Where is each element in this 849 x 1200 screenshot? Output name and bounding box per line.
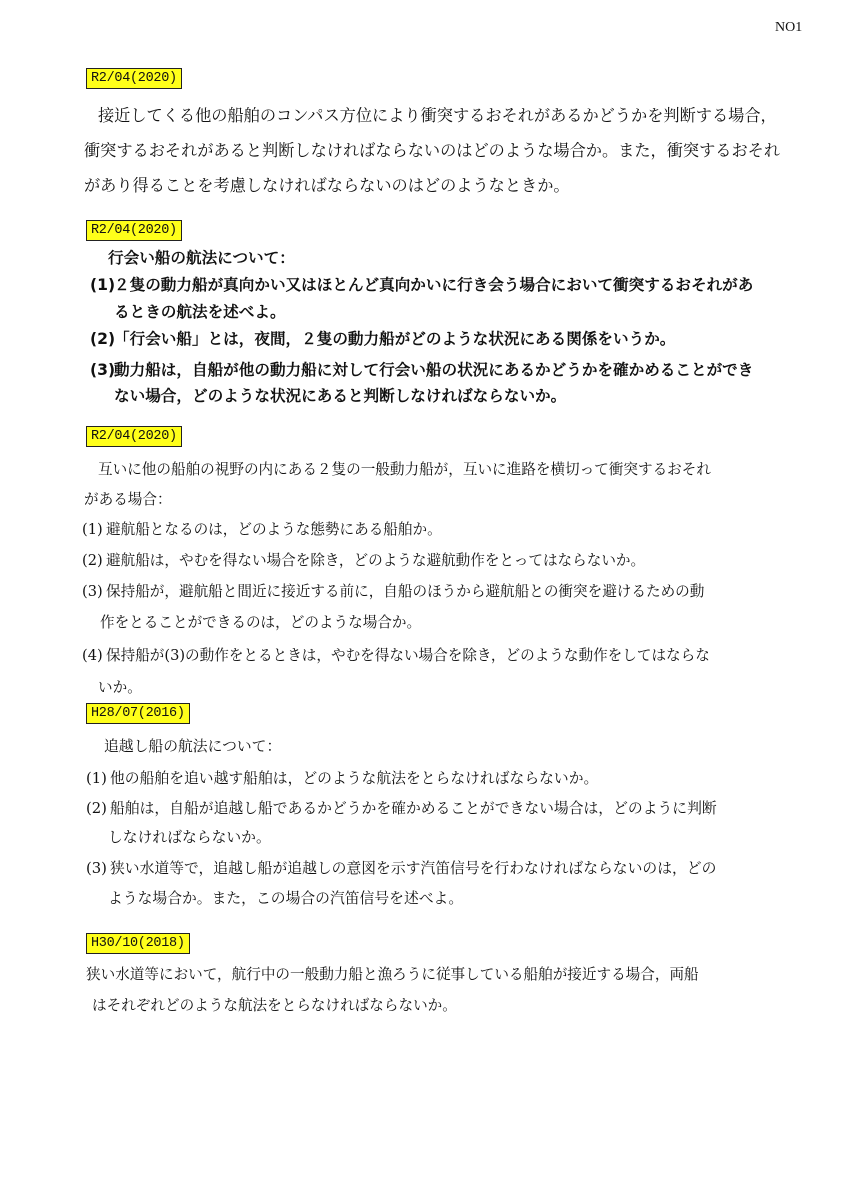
item-text: 船舶は，自船が追越し船であるかどうかを確かめることができない場合は，どのように判断 xyxy=(110,800,717,817)
item-text: 作をとることができるのは，どのような場合か。 xyxy=(100,614,422,631)
item-text: 保持船が，避航船と間近に接近する前に，自船のほうから避航船との衝突を避けるための動 xyxy=(106,583,705,600)
item-text: ２隻の動力船が真向かい又はほとんど真向かいに行き会う場合において衝突するおそれがあ xyxy=(114,276,754,294)
item-number: (2) xyxy=(82,552,103,569)
item-number: (4) xyxy=(82,647,103,664)
item-number: (1) xyxy=(90,276,116,294)
item-number: (2) xyxy=(86,800,107,817)
list-item xyxy=(86,797,717,818)
date-tag: R2/04(2020) xyxy=(86,68,182,89)
item-text: 他の船舶を追い越す船舶は，どのような航法をとらなければならないか。 xyxy=(110,770,599,787)
question-text: はそれぞれどのような航法をとらなければならないか。 xyxy=(92,997,457,1014)
question-text: 接近してくる他の船舶のコンパス方位により衝突するおそれがあるかどうかを判断する場合， xyxy=(98,106,777,125)
item-text: 狭い水道等で，追越し船が追越しの意図を示す汽笛信号を行わなければならないのは，どの xyxy=(110,860,717,877)
date-tag: H28/07(2016) xyxy=(86,703,190,724)
item-text: ような場合か。また，この場合の汽笛信号を述べよ。 xyxy=(108,890,464,907)
item-text: しなければならないか。 xyxy=(108,829,271,846)
item-text: 避航船となるのは，どのような態勢にある船舶か。 xyxy=(106,521,442,538)
item-text: るときの航法を述べよ。 xyxy=(114,303,286,321)
list-item xyxy=(82,644,710,665)
list-item xyxy=(86,857,716,878)
item-text: ない場合，どのような状況にあると判断しなければならないか。 xyxy=(114,387,567,405)
section-intro: 互いに他の船舶の視野の内にある２隻の一般動力船が，互いに進路を横切って衝突するおそれ xyxy=(98,461,711,478)
section-intro: がある場合： xyxy=(84,491,172,508)
section-intro: 行会い船の航法について： xyxy=(108,249,295,267)
date-tag: H30/10(2018) xyxy=(86,933,190,954)
item-text: 動力船は，自船が他の動力船に対して行会い船の状況にあるかどうかを確かめることができ xyxy=(114,361,754,379)
item-number: (1) xyxy=(86,770,107,787)
list-item xyxy=(82,518,442,539)
item-number: (3) xyxy=(90,361,116,379)
list-item xyxy=(90,273,753,295)
item-number: (3) xyxy=(86,860,107,877)
list-item xyxy=(90,358,753,380)
page-number: NO1 xyxy=(775,20,803,35)
item-text: 避航船は，やむを得ない場合を除き，どのような避航動作をとってはならないか。 xyxy=(106,552,646,569)
question-text: 衝突するおそれがあると判断しなければならないのはどのような場合か。また，衝突するおそれ xyxy=(84,141,781,160)
item-text: 「行会い船」とは，夜間，２隻の動力船がどのような状況にある関係をいうか。 xyxy=(114,330,676,348)
list-item xyxy=(82,549,645,570)
question-text: 狭い水道等において，航行中の一般動力船と漁ろうに従事している船舶が接近する場合，両船 xyxy=(86,966,699,983)
item-number: (1) xyxy=(82,521,103,538)
question-text: があり得ることを考慮しなければならないのはどのようなときか。 xyxy=(84,176,570,195)
list-item xyxy=(86,767,598,788)
date-tag: R2/04(2020) xyxy=(86,426,182,447)
item-number: (3) xyxy=(82,583,103,600)
item-text: 保持船が(3)の動作をとるときは，やむを得ない場合を除き，どのような動作をしてはならな xyxy=(106,647,710,664)
item-number: (2) xyxy=(90,330,116,348)
list-item xyxy=(82,580,704,601)
section-intro: 追越し船の航法について： xyxy=(104,738,282,755)
date-tag: R2/04(2020) xyxy=(86,220,182,241)
item-text: いか。 xyxy=(98,679,142,696)
list-item xyxy=(90,327,675,349)
